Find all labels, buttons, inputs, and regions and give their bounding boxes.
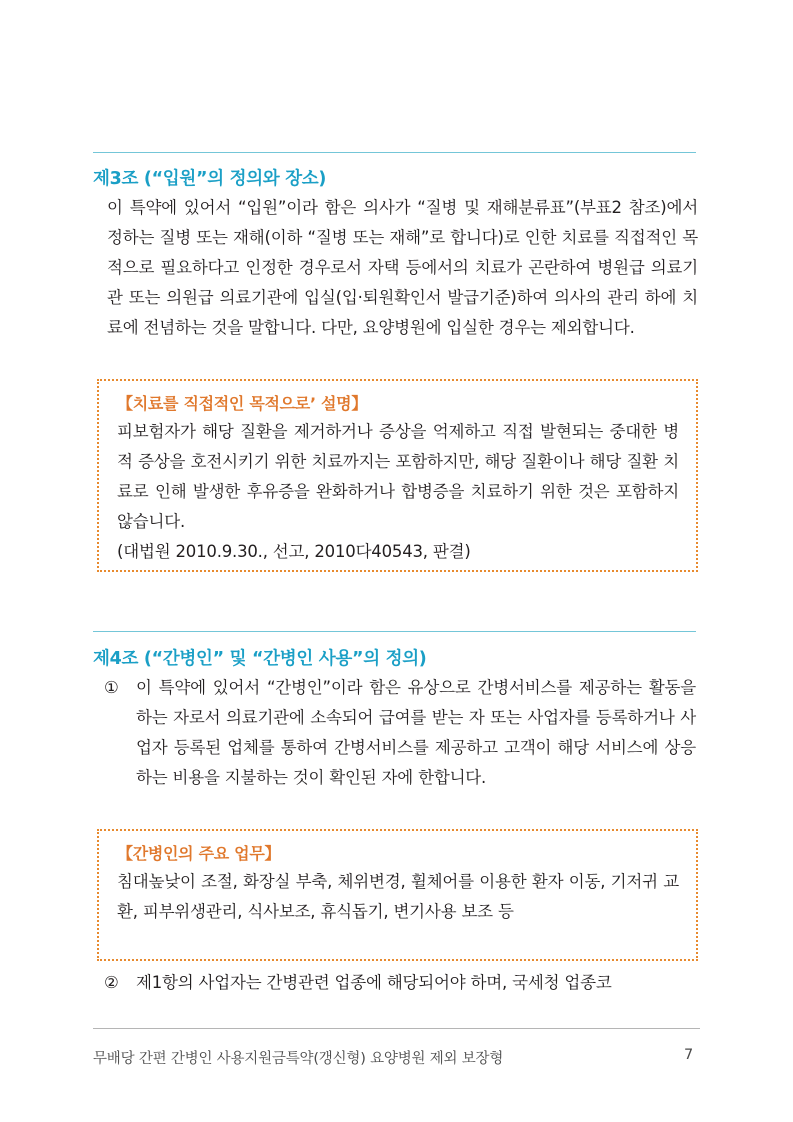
footer-title: 무배당 간편 간병인 사용지원금특약(갱신형) 요양병원 제외 보장형 — [93, 1051, 504, 1067]
section-divider — [93, 631, 696, 632]
note-box-treatment-purpose — [97, 379, 698, 572]
article-4-title: 제4조 (“간병인” 및 “간병인 사용”의 정의) — [93, 649, 427, 669]
clause-1 — [104, 673, 698, 823]
note-box-caregiver-duties — [97, 829, 698, 961]
article-3-title: 제3조 (“입원”의 정의와 장소) — [93, 169, 327, 189]
note-body: 피보험자가 해당 질환을 제거하거나 증상을 억제하고 직접 발현되는 중대한 병적 증상을 호전시키기 위한 치료까지는 포함하지만, 해당 질환이나 해당 질환 치료로 인해 발생한 후유증을 완화하거나 합병증을 치료하기 위한 것은 포함하지 않습니다. — [117, 422, 679, 531]
section-divider — [93, 152, 696, 153]
clause-number: ① — [104, 678, 119, 697]
page-number: 7 — [684, 1047, 694, 1063]
note-title: 【치료를 직접적인 목적으로’ 설명】 — [117, 394, 368, 413]
clause-text: 제1항의 사업자는 간병관련 업종에 해당되어야 하며, 국세청 업종코 — [136, 973, 612, 992]
note-citation: (대법원 2010.9.30., 선고, 2010다40543, 판결) — [117, 542, 471, 561]
clause-text: 이 특약에 있어서 “간병인”이라 함은 유상으로 간병서비스를 제공하는 활동을 하는 자로서 의료기관에 소속되어 급여를 받는 자 또는 사업자를 등록하거나 사업자 등록된 업체를 통하여 간병서비스를 제공하고 고객이 해당 서비스에 상응하는 비용을 지불하는 것이 확인된 자에 한합니다. — [136, 678, 696, 787]
footer-divider — [93, 1028, 700, 1029]
clause-2 — [104, 968, 698, 998]
article-3-body: 이 특약에 있어서 “입원”이라 함은 의사가 “질병 및 재해분류표”(부표2 참조)에서 정하는 질병 또는 재해(이하 “질병 또는 재해”로 합니다)로 인한 치료를 직접적인 목적으로 필요하다고 인정한 경우로서 자택 등에서의 치료가 곤란하여 병원급 의료기관 또는 의원급 의료기관에 입실(입·퇴원확인서 발급기준)하여 의사의 관리 하에 치료에 전념하는 것을 말합니다. 다만, 요양병원에 입실한 경우는 제외합니다. — [107, 198, 698, 337]
note-title: 【간병인의 주요 업무】 — [117, 844, 281, 863]
note-body: 침대높낮이 조절, 화장실 부축, 체위변경, 휠체어를 이용한 환자 이동, 기저귀 교환, 피부위생관리, 식사보조, 휴식돕기, 변기사용 보조 등 — [117, 872, 679, 921]
clause-number: ② — [104, 973, 119, 992]
